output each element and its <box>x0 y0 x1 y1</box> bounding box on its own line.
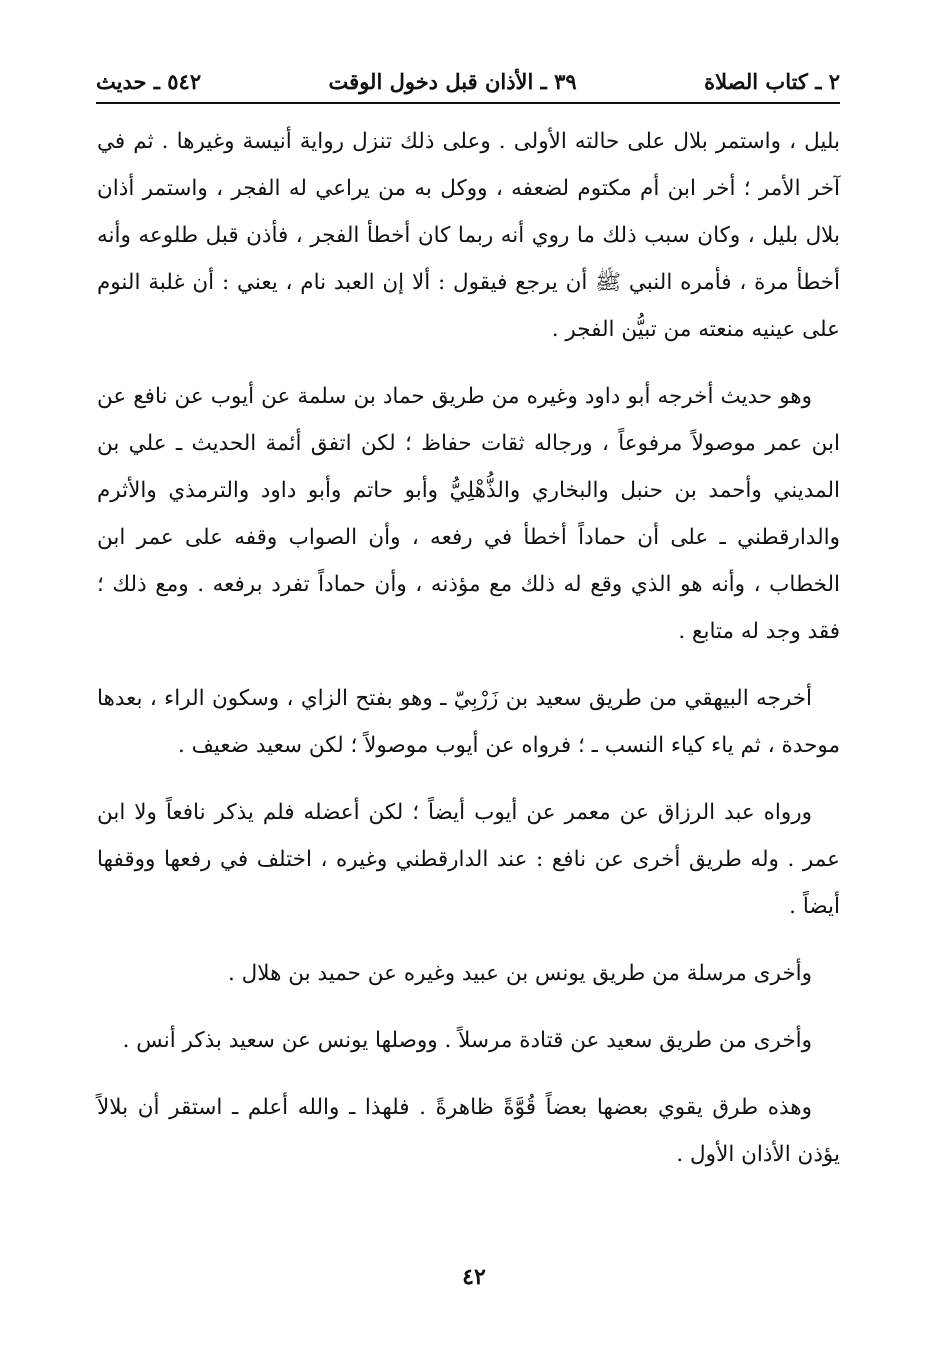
paragraph-3: أخرجه البيهقي من طريق سعيد بن زَرْبِيّ ـ وهو بفتح الزاي ، وسكون الراء ، بعدها موحدة ، ثم ياء كياء النسب ـ ؛ فرواه عن أيوب موصولاً ؛ لكن سعيد ضعيف . <box>97 686 840 758</box>
paragraph-1: بليل ، واستمر بلال على حالته الأولى . وعلى ذلك تنزل رواية أنيسة وغيرها . ثم في آخر الأمر ؛ أخر ابن أم مكتوم لضعفه ، ووكل به من يراعي له الفجر ، واستمر أذان بلال بليل ، وكان سبب ذلك ما روي أنه ربما كان أخطأ الفجر ، فأذن قبل طلوعه وأنه أخطأ مرة ، فأمره النبي ﷺ أن يرجع فيقول : ألا إن العبد نام ، يعني : أن غلبة النوم على عينيه منعته من تبيُّن الفجر . <box>97 129 841 342</box>
paragraph-6: وأخرى من طريق سعيد عن قتادة مرسلاً . ووصلها يونس عن سعيد بذكر أنس . <box>122 1028 812 1053</box>
paragraph-5: وأخرى مرسلة من طريق يونس بن عبيد وغيره عن حميد بن هلال . <box>228 961 812 986</box>
paragraph-7: وهذه طرق يقوي بعضها بعضاً قُوَّةً ظاهرةً . فلهذا ـ والله أعلم ـ استقر أن بلالاً يؤذن الأذان الأول . <box>97 1095 840 1167</box>
header-divider <box>96 102 840 104</box>
header-chapter-title: ٣٩ ـ الأذان قبل دخول الوقت <box>328 68 577 94</box>
header-hadith-number: ٥٤٢ ـ حديث <box>96 68 202 94</box>
paragraph-2: وهو حديث أخرجه أبو داود وغيره من طريق حماد بن سلمة عن أيوب عن نافع عن ابن عمر موصولاً مرفوعاً ، ورجاله ثقات حفاظ ؛ لكن اتفق أئمة الحديث ـ علي بن المديني وأحمد بن حنبل والبخاري والذُّهْلِيُّ وأبو حاتم وأبو داود والترمذي والأثرم والدارقطني ـ على أن حماداً أخطأ في رفعه ، وأن الصواب وقفه على عمر ابن الخطاب ، وأنه هو الذي وقع له ذلك مع مؤذنه ، وأن حماداً تفرد برفعه . ومع ذلك ؛ فقد وجد له متابع . <box>97 384 840 644</box>
running-header <box>96 62 840 100</box>
header-book-title: ٢ ـ كتاب الصلاة <box>704 68 840 94</box>
body-text <box>97 118 840 1198</box>
paragraph-4: ورواه عبد الرزاق عن معمر عن أيوب أيضاً ؛ لكن أعضله فلم يذكر نافعاً ولا ابن عمر . وله طريق أخرى عن نافع : عند الدارقطني وغيره ، اختلف في رفعها ووقفها أيضاً . <box>97 800 840 919</box>
page-number: ٤٢ <box>462 1264 486 1290</box>
